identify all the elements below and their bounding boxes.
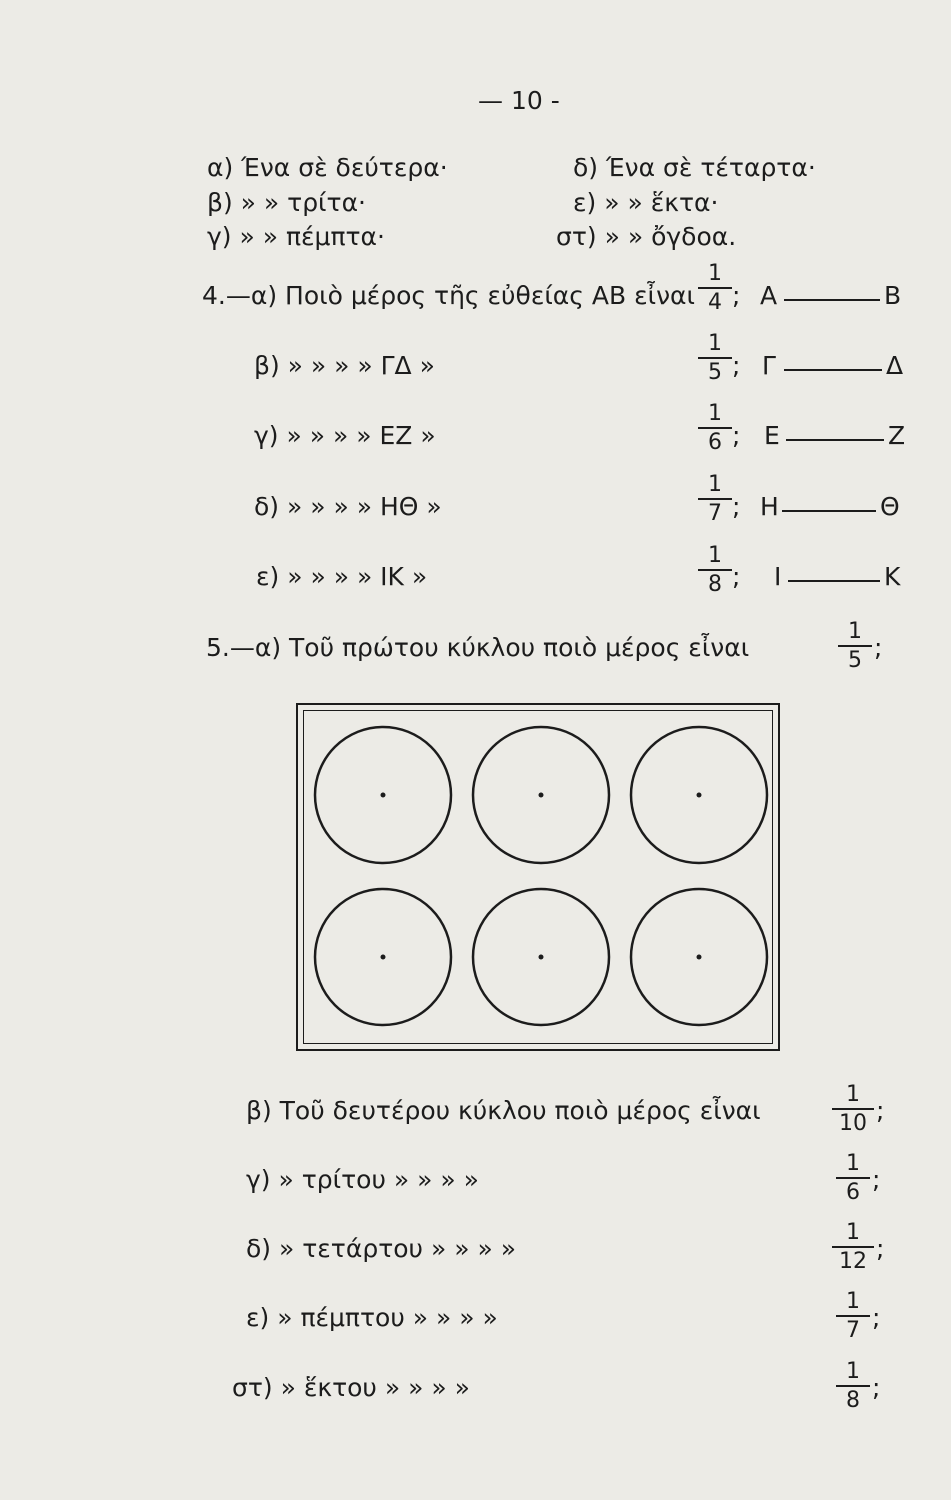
line-segment	[784, 369, 882, 371]
fraction-bar	[836, 1385, 870, 1387]
ex3-item-a: α) Ένα σὲ δεύτερα·	[207, 153, 448, 182]
fraction	[836, 1290, 870, 1343]
circles-svg	[298, 705, 782, 1053]
fraction	[836, 1360, 870, 1413]
semicolon: ;	[732, 351, 741, 380]
page-number: — 10 -	[478, 86, 560, 115]
numerator: 1	[846, 1082, 860, 1107]
denominator: 4	[708, 290, 722, 315]
ex5-question: ε) » πέμπτου » » » »	[246, 1303, 498, 1332]
segment-end-label: Θ	[880, 492, 900, 521]
semicolon: ;	[732, 492, 741, 521]
denominator: 8	[846, 1388, 860, 1413]
circle-center	[539, 955, 544, 960]
fraction-bar	[836, 1177, 870, 1179]
semicolon: ;	[732, 562, 741, 591]
fraction-bar	[838, 645, 872, 647]
denominator: 7	[708, 501, 722, 526]
circle-5	[473, 889, 609, 1025]
ex4-question: γ) » » » » ΕΖ »	[254, 421, 436, 450]
numerator: 1	[708, 472, 722, 497]
numerator: 1	[708, 261, 722, 286]
circle-center	[697, 955, 702, 960]
ex5-question: β) Τοῦ δευτέρου κύκλου ποιὸ μέρος εἶναι	[246, 1096, 761, 1125]
fraction	[698, 262, 732, 315]
fraction	[698, 544, 732, 597]
semicolon: ;	[732, 281, 741, 310]
fraction-bar	[832, 1246, 874, 1248]
fraction	[698, 332, 732, 385]
fraction	[832, 1221, 874, 1274]
numerator: 1	[846, 1359, 860, 1384]
ex4-question: 4.—α) Ποιὸ μέρος τῆς εὐθείας ΑΒ εἶναι	[202, 281, 695, 310]
segment-end-label: Κ	[884, 562, 901, 591]
circle-4	[315, 889, 451, 1025]
segment-end-label: Δ	[886, 351, 904, 380]
fraction-bar	[698, 498, 732, 500]
ex3-item-d: δ) Ένα σὲ τέταρτα·	[573, 153, 816, 182]
fraction-bar	[698, 427, 732, 429]
fraction	[832, 1083, 874, 1136]
circle-1	[315, 727, 451, 863]
circle-center	[539, 793, 544, 798]
circle-3	[631, 727, 767, 863]
denominator: 8	[708, 572, 722, 597]
numerator: 1	[846, 1289, 860, 1314]
line-segment	[782, 510, 876, 512]
fraction-bar	[698, 357, 732, 359]
fraction	[698, 402, 732, 455]
numerator: 1	[708, 331, 722, 356]
fraction-bar	[836, 1315, 870, 1317]
segment-start-label: Γ	[762, 351, 776, 380]
denominator: 6	[846, 1180, 860, 1205]
semicolon: ;	[872, 1165, 881, 1194]
denominator: 7	[846, 1318, 860, 1343]
ex4-question: β) » » » » ΓΔ »	[254, 351, 435, 380]
denominator: 6	[708, 430, 722, 455]
fraction	[838, 620, 872, 673]
numerator: 1	[708, 401, 722, 426]
denominator: 10	[839, 1111, 867, 1136]
denominator: 12	[839, 1249, 867, 1274]
fraction	[836, 1152, 870, 1205]
denominator: 5	[848, 648, 862, 673]
circle-center	[381, 793, 386, 798]
circles-figure	[296, 703, 780, 1051]
circle-2	[473, 727, 609, 863]
segment-start-label: Ε	[764, 421, 780, 450]
circle-center	[697, 793, 702, 798]
fraction-bar	[832, 1108, 874, 1110]
fraction	[698, 473, 732, 526]
ex5-question: στ) » ἕκτου » » » »	[232, 1373, 470, 1402]
ex3-item-c: γ) » » πέμπτα·	[207, 222, 385, 251]
ex4-question: δ) » » » » ΗΘ »	[254, 492, 442, 521]
fraction-bar	[698, 569, 732, 571]
ex5-question: δ) » τετάρτου » » » »	[246, 1234, 516, 1263]
segment-start-label: Α	[760, 281, 778, 310]
fraction-bar	[698, 287, 732, 289]
ex5-question-a: 5.—α) Τοῦ πρώτου κύκλου ποιὸ μέρος εἶναι	[206, 633, 750, 662]
semicolon: ;	[872, 1373, 881, 1402]
semicolon: ;	[874, 633, 883, 662]
ex3-item-e: ε) » » ἕκτα·	[573, 188, 719, 217]
numerator: 1	[846, 1151, 860, 1176]
numerator: 1	[708, 543, 722, 568]
circle-center	[381, 955, 386, 960]
segment-start-label: Ι	[774, 562, 782, 591]
line-segment	[784, 299, 880, 301]
line-segment	[786, 439, 884, 441]
numerator: 1	[848, 619, 862, 644]
semicolon: ;	[732, 421, 741, 450]
semicolon: ;	[876, 1234, 885, 1263]
line-segment	[788, 580, 880, 582]
ex5-question: γ) » τρίτου » » » »	[246, 1165, 479, 1194]
denominator: 5	[708, 360, 722, 385]
ex3-item-b: β) » » τρίτα·	[207, 188, 366, 217]
numerator: 1	[846, 1220, 860, 1245]
ex3-item-f: στ) » » ὄγδοα.	[556, 222, 737, 251]
segment-end-label: Β	[884, 281, 902, 310]
segment-end-label: Ζ	[888, 421, 906, 450]
circle-6	[631, 889, 767, 1025]
semicolon: ;	[872, 1303, 881, 1332]
semicolon: ;	[876, 1096, 885, 1125]
segment-start-label: Η	[760, 492, 779, 521]
ex4-question: ε) » » » » ΙΚ »	[256, 562, 428, 591]
